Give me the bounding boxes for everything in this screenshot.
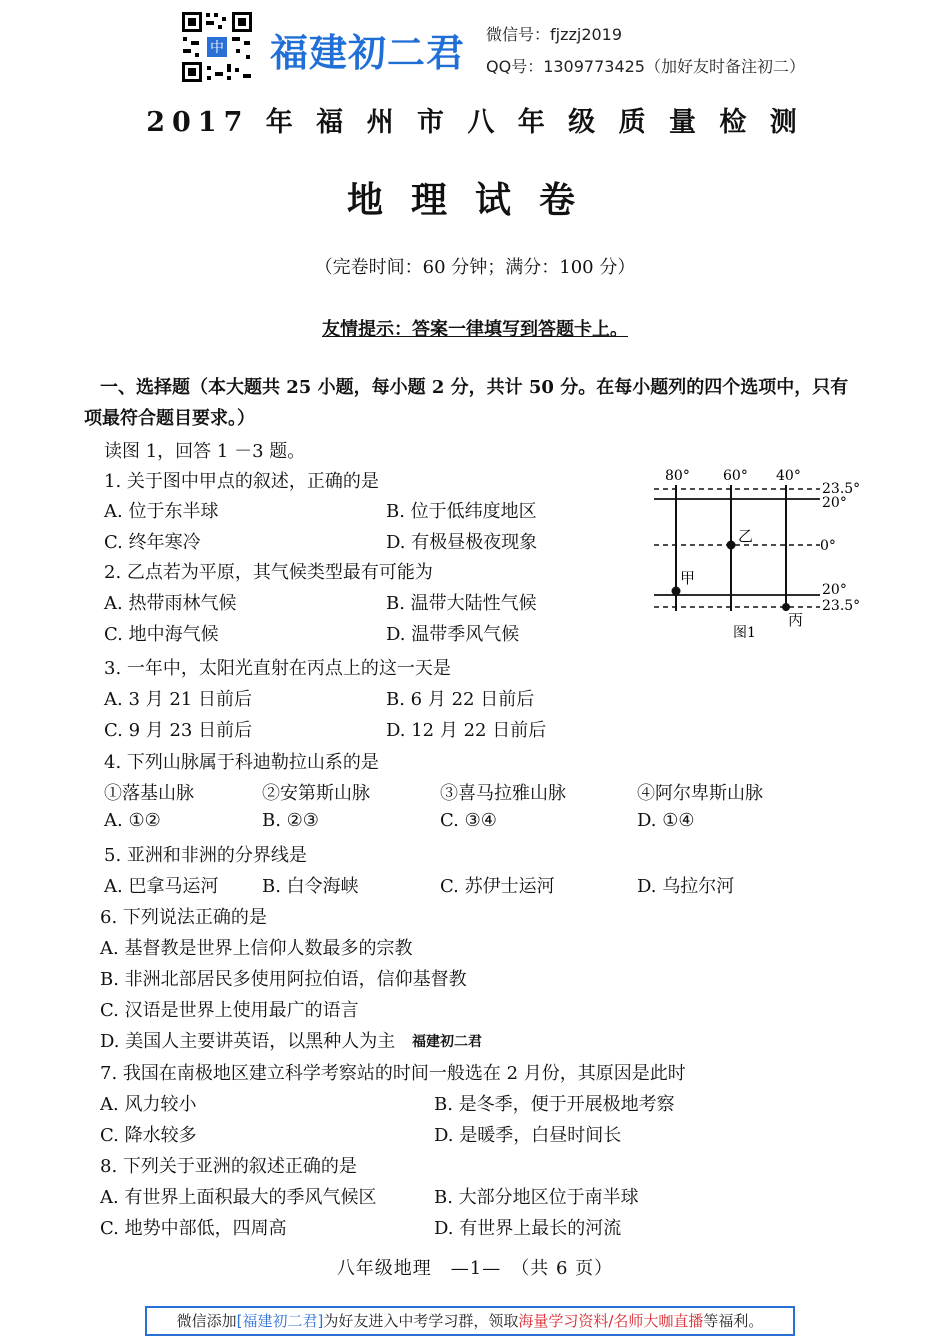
- point-bing: [782, 603, 790, 611]
- option: C. 地势中部低，四周高: [100, 1218, 287, 1239]
- banner-link: [福建初二君]: [236, 1312, 324, 1330]
- question-stem: 3. 一年中，太阳光直射在丙点上的这一天是: [104, 658, 451, 679]
- list-item: ④阿尔卑斯山脉: [637, 783, 763, 804]
- section-heading: [100, 372, 870, 404]
- option: D. 温带季风气候: [386, 624, 520, 645]
- brand-title: 福建初二君: [270, 31, 466, 75]
- list-item: ②安第斯山脉: [262, 783, 370, 804]
- option: A. 巴拿马运河: [104, 876, 219, 897]
- point-label-yi: 乙: [738, 527, 754, 545]
- option: D. 是暖季，白昼时间长: [434, 1125, 622, 1146]
- option: A. 有世界上面积最大的季风气候区: [100, 1187, 377, 1208]
- lat-label: 20°: [822, 495, 847, 511]
- option: B. 6 月 22 日前后: [386, 689, 535, 710]
- section-heading-line1: 一、选择题（本大题共 25 小题，每小题 2 分，共计 50 分。在每小题列的四个选项中，只有: [100, 377, 849, 398]
- option: A. 位于东半球: [104, 501, 219, 522]
- option: C. 9 月 23 日前后: [104, 720, 253, 741]
- subject-title: 地理试卷: [346, 179, 603, 221]
- inline-watermark: 福建初二君: [412, 1034, 482, 1050]
- lat-label: 23.5°: [822, 481, 861, 497]
- lon-label: 60°: [723, 468, 748, 484]
- banner-text: 微信添加: [176, 1312, 237, 1330]
- page-footer: 八年级地理 —1— （共 6 页）: [336, 1258, 614, 1279]
- option: D. ①④: [637, 810, 695, 831]
- option: B. 温带大陆性气候: [386, 593, 537, 614]
- question-stem: 1. 关于图中甲点的叙述，正确的是: [104, 471, 379, 492]
- banner-text: 为好友进入中考学习群，领取: [323, 1312, 519, 1330]
- lon-label: 80°: [665, 468, 690, 484]
- option: B. ②③: [262, 810, 319, 831]
- qq-id: QQ号：1309773425（加好友时备注初二）: [486, 57, 805, 76]
- question-stem: 8. 下列关于亚洲的叙述正确的是: [100, 1156, 357, 1177]
- point-jia: [672, 587, 681, 596]
- banner-text: 等福利。: [703, 1312, 764, 1330]
- lon-label: 40°: [776, 468, 801, 484]
- option: A. 热带雨林气候: [104, 593, 237, 614]
- option: B. 位于低纬度地区: [386, 501, 537, 522]
- question-stem: 4. 下列山脉属于科迪勒拉山系的是: [104, 752, 379, 773]
- option: B. 非洲北部居民多使用阿拉伯语，信仰基督教: [100, 969, 467, 990]
- option: C. 地中海气候: [104, 624, 219, 645]
- option: C. 终年寒冷: [104, 532, 201, 553]
- qr-code: [180, 10, 254, 84]
- option: B. 大部分地区位于南半球: [434, 1187, 639, 1208]
- option: C. 汉语是世界上使用最广的语言: [100, 1000, 359, 1021]
- exam-title: 2017 年 福 州 市 八 年 级 质 量 检 测: [146, 107, 804, 138]
- list-item: ③喜马拉雅山脉: [440, 783, 566, 804]
- exam-duration: （完卷时间：60 分钟；满分：100 分）: [314, 257, 636, 278]
- question-stem: 5. 亚洲和非洲的分界线是: [104, 845, 307, 866]
- option: A. 风力较小: [100, 1094, 197, 1115]
- svg-text:中: 中: [210, 40, 224, 56]
- point-label-jia: 甲: [680, 569, 696, 587]
- option: C. ③④: [440, 810, 497, 831]
- option: D. 美国人主要讲英语，以黑种人为主: [100, 1031, 396, 1052]
- option: B. 白令海峡: [262, 876, 359, 897]
- option: D. 乌拉尔河: [637, 876, 735, 897]
- question-stem: 6. 下列说法正确的是: [100, 907, 267, 928]
- option: A. 3 月 21 日前后: [104, 689, 252, 710]
- option: D. 有世界上最长的河流: [434, 1218, 622, 1239]
- point-yi: [727, 541, 736, 550]
- option: D. 12 月 22 日前后: [386, 720, 547, 741]
- question-stem: 2. 乙点若为平原，其气候类型最有可能为: [104, 562, 433, 583]
- banner-highlight: 海量学习资料/名师大咖直播: [518, 1312, 704, 1330]
- question-stem: 7. 我国在南极地区建立科学考察站的时间一般选在 2 月份，其原因是此时: [100, 1063, 686, 1084]
- lat-label: 23.5°: [822, 598, 861, 614]
- list-item: ①落基山脉: [104, 783, 194, 804]
- lat-label: 0°: [820, 538, 836, 554]
- option: D. 有极昼极夜现象: [386, 532, 538, 553]
- option: C. 苏伊士运河: [440, 876, 555, 897]
- option: B. 是冬季，便于开展极地考察: [434, 1094, 675, 1115]
- point-label-bing: 丙: [788, 611, 804, 629]
- promo-banner: [145, 1306, 795, 1336]
- option: A. ①②: [104, 810, 161, 831]
- option: A. 基督教是世界上信仰人数最多的宗教: [100, 938, 413, 959]
- instruction: 读图 1，回答 1 －3 题。: [104, 441, 306, 462]
- lat-label: 20°: [822, 582, 847, 598]
- section-heading-line2: 项最符合题目要求。）: [84, 408, 255, 429]
- option: C. 降水较多: [100, 1125, 197, 1146]
- notice: 友情提示：答案一律填写到答题卡上。: [322, 319, 628, 340]
- figure-caption: 图1: [733, 625, 756, 641]
- wechat-id: 微信号：fjzzj2019: [486, 25, 623, 44]
- figure-1-grid: [640, 465, 870, 645]
